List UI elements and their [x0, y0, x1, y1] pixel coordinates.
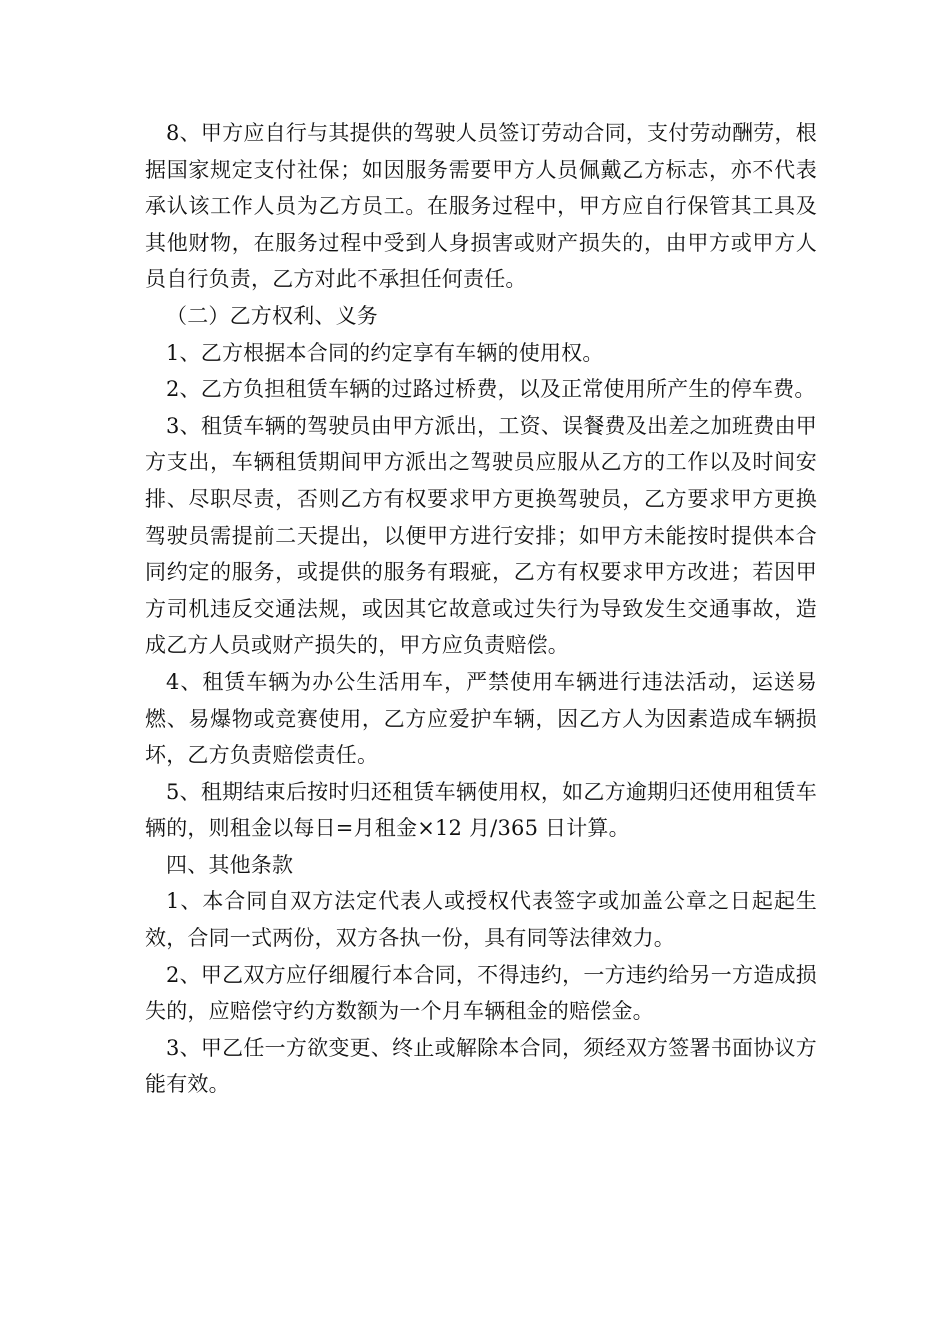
section-heading-other-terms: 四、其他条款	[166, 852, 294, 877]
clause-b4: 4、租赁车辆为办公生活用车，严禁使用车辆进行违法活动，运送易燃、易爆物或竞赛使用，乙方应爱护车辆，因乙方人为因素造成车辆损坏，乙方负责赔偿责任。	[145, 669, 817, 768]
clause-c3: 3、甲乙任一方欲变更、终止或解除本合同，须经双方签署书面协议方能有效。	[145, 1035, 817, 1097]
clause-b3: 3、租赁车辆的驾驶员由甲方派出，工资、误餐费及出差之加班费由甲方支出，车辆租赁期间甲方派出之驾驶员应服从乙方的工作以及时间安排、尽职尽责，否则乙方有权要求甲方更换驾驶员，乙方要求甲方更换驾驶员需提前二天提出，以便甲方进行安排；如甲方未能按时提供本合同约定的服务，或提供的服务有瑕疵，乙方有权要求甲方改进；若因甲方司机违反交通法规，或因其它故意或过失行为导致发生交通事故，造成乙方人员或财产损失的，甲方应负责赔偿。	[145, 413, 817, 658]
clause-c2: 2、甲乙双方应仔细履行本合同，不得违约，一方违约给另一方造成损失的，应赔偿守约方数额为一个月车辆租金的赔偿金。	[145, 962, 817, 1024]
clause-c1: 1、本合同自双方法定代表人或授权代表签字或加盖公章之日起起生效，合同一式两份，双方各执一份，具有同等法律效力。	[145, 889, 817, 951]
clause-b5: 5、租期结束后按时归还租赁车辆使用权，如乙方逾期归还使用租赁车辆的，则租金以每日=月租金×12 月/365 日计算。	[145, 779, 817, 841]
document-body	[145, 115, 817, 1103]
clause-b2: 2、乙方负担租赁车辆的过路过桥费，以及正常使用所产生的停车费。	[166, 377, 816, 402]
section-heading-party-b-rights: （二）乙方权利、义务	[166, 303, 378, 328]
clause-b1: 1、乙方根据本合同的约定享有车辆的使用权。	[166, 340, 604, 365]
clause-a8: 8、甲方应自行与其提供的驾驶人员签订劳动合同，支付劳动酬劳，根据国家规定支付社保；如因服务需要甲方人员佩戴乙方标志，亦不代表承认该工作人员为乙方员工。在服务过程中，甲方应自行保管其工具及其他财物，在服务过程中受到人身损害或财产损失的，由甲方或甲方人员自行负责，乙方对此不承担任何责任。	[145, 121, 817, 292]
